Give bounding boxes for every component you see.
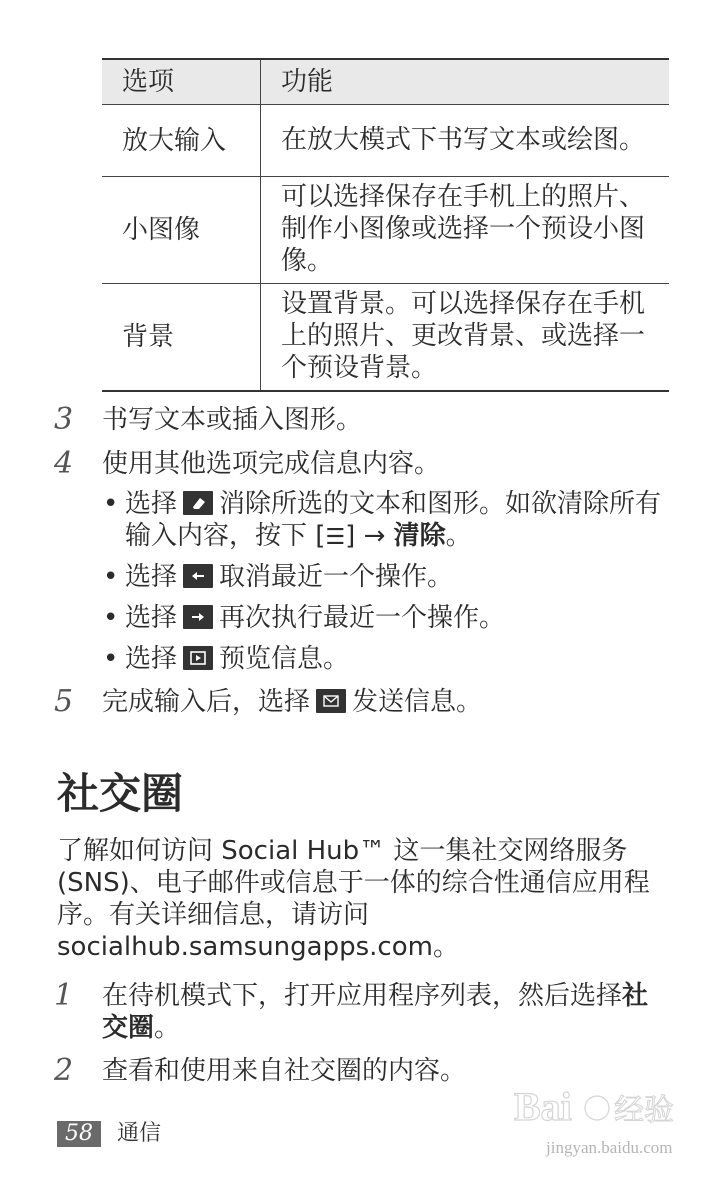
step-text: 查看和使用来自社交圈的内容。 (102, 1056, 467, 1086)
clear-label: 清除 (393, 521, 446, 551)
header-function: 功能 (261, 59, 670, 105)
bullet-body: 预览信息。 (219, 644, 350, 674)
table-header-row (102, 59, 669, 105)
page-number-badge: 58 (57, 1121, 101, 1147)
menu-key-icon: ☰ (325, 525, 346, 550)
step-number: 3 (54, 402, 74, 437)
section-intro: 了解如何访问 Social Hub™ 这一集社交网络服务 (SNS)、电子邮件或信息于一体的综合性通信应用程序。有关详细信息，请访问 socialhub.samsungapps.com。 (57, 836, 650, 962)
option-cell: 小图像 (102, 177, 261, 284)
step-number: 2 (54, 1053, 74, 1088)
step-number: 5 (54, 684, 74, 719)
step-text: 书写文本或插入图形。 (102, 405, 363, 435)
bullet-prefix: 选择 (125, 489, 178, 519)
function-cell: 设置背景。可以选择保存在手机上的照片、更改背景、或选择一个预设背景。 (261, 284, 670, 392)
watermark-url: jingyan.baidu.com (546, 1138, 673, 1157)
section-title: 社交圈 (57, 769, 184, 818)
table-row (102, 284, 669, 392)
bullet-text (125, 602, 665, 634)
step-body: 在待机模式下，打开应用程序列表，然后选择 (102, 981, 623, 1011)
bullet-dot: • (103, 603, 119, 633)
step-1 (54, 980, 674, 1044)
bullet-redo (103, 602, 665, 634)
bullet-prefix: 选择 (125, 562, 178, 592)
function-cell: 可以选择保存在手机上的照片、制作小图像或选择一个预设小图像。 (261, 177, 670, 284)
header-option: 选项 (102, 59, 261, 105)
bullet-body: 消除所选的文本和图形。如欲清除所有输入内容，按下 [ (125, 489, 662, 551)
bullet-preview (103, 643, 665, 675)
bullet-text (125, 643, 665, 675)
redo-arrow-icon (183, 605, 213, 629)
send-envelope-icon (316, 689, 346, 713)
bullet-text (125, 488, 665, 554)
bullet-eraser (103, 488, 665, 554)
svg-text:经验: 经验 (614, 1093, 674, 1128)
bullet-dot: • (103, 562, 119, 592)
step-2 (54, 1055, 466, 1087)
bullet-body: 再次执行最近一个操作。 (219, 603, 506, 633)
bullet-prefix: 选择 (125, 644, 178, 674)
step-4 (54, 448, 440, 480)
social-hub-label: 社交圈 (102, 981, 649, 1043)
bullet-body: 取消最近一个操作。 (219, 562, 454, 592)
bullet-dot: • (103, 644, 119, 674)
step-text (102, 686, 482, 718)
step-3 (54, 404, 362, 436)
step-number: 1 (54, 978, 74, 1013)
option-cell: 背景 (102, 284, 261, 392)
chapter-label: 通信 (117, 1121, 162, 1146)
option-cell: 放大输入 (102, 105, 261, 177)
eraser-icon (183, 491, 213, 515)
step-5 (54, 686, 482, 718)
bullet-prefix: 选择 (125, 603, 178, 633)
bullet-dot: • (103, 489, 119, 519)
table-row (102, 105, 669, 177)
step-body: 发送信息。 (352, 687, 483, 717)
svg-text:Bai: Bai (514, 1084, 572, 1129)
baidu-watermark-logo (512, 1078, 682, 1138)
step-prefix: 完成输入后，选择 (102, 687, 311, 717)
bullet-arrow-text: ] → (345, 521, 394, 551)
bullet-text (125, 561, 665, 593)
step-number: 4 (54, 446, 74, 481)
step-text: 使用其他选项完成信息内容。 (102, 449, 441, 479)
bullet-undo (103, 561, 665, 593)
step-end: 。 (154, 1013, 181, 1043)
function-cell: 在放大模式下书写文本或绘图。 (261, 105, 670, 177)
preview-play-icon (183, 646, 213, 670)
table-row (102, 177, 669, 284)
options-table (102, 58, 669, 392)
bullet-end: 。 (445, 521, 472, 551)
undo-arrow-icon (183, 564, 213, 588)
step-text (102, 980, 667, 1044)
